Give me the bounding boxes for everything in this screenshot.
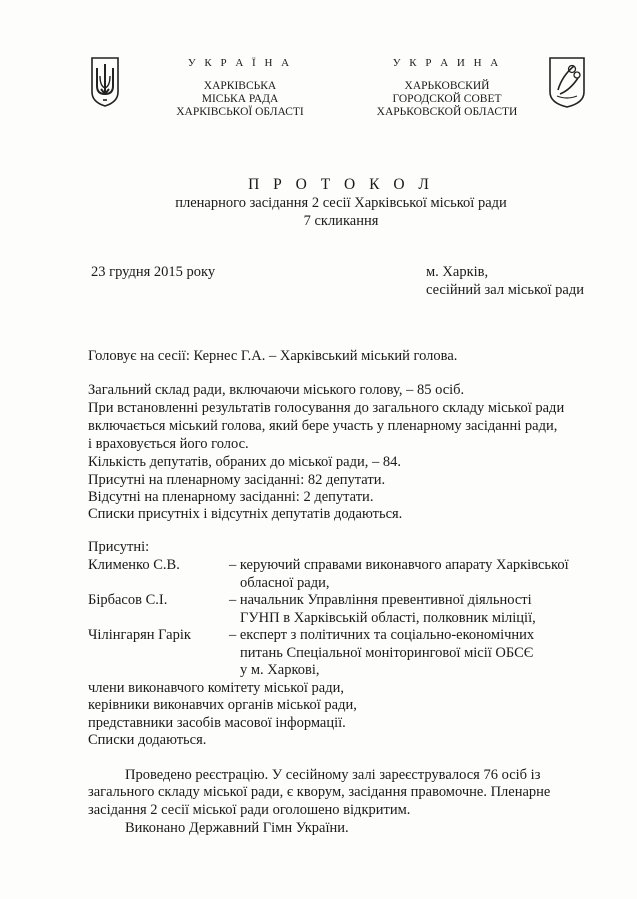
header-right-line: ХАРЬКОВСКОЙ ОБЛАСТИ <box>376 106 518 118</box>
others-line: Списки додаються. <box>88 732 207 748</box>
attendee-desc: питань Спеціальної моніторингової місії ОБСЄ <box>240 645 534 661</box>
composition-line: Списки присутніх і відсутніх депутатів додаються. <box>88 506 403 522</box>
attendee-desc: обласної ради, <box>240 575 330 591</box>
header-right-line: ГОРОДСКОЙ СОВЕТ <box>392 93 502 105</box>
kharkiv-city-coat-of-arms-icon <box>548 56 586 108</box>
trident-coat-of-arms-icon <box>90 56 120 108</box>
header-left <box>165 57 315 119</box>
attendee-desc: ГУНП в Харківській області, полковник міліції, <box>240 610 536 626</box>
attendee-name: Бірбасов С.І. <box>88 592 168 608</box>
registration-line: загального складу міської ради, є кворум, засідання правомочне. Пленарне <box>88 784 551 800</box>
composition-line: Загальний склад ради, включаючи міського голову, – 85 осіб. <box>88 382 465 398</box>
header-right-line: ХАРЬКОВСКИЙ <box>404 80 490 92</box>
composition-line: включається міський голова, який бере участь у пленарному засіданні ради, <box>88 418 558 434</box>
others-line: представники засобів масової інформації. <box>88 715 346 731</box>
others-line: члени виконавчого комітету міської ради, <box>88 680 344 696</box>
attendee-desc: у м. Харкові, <box>240 662 320 678</box>
composition-line: Присутні на пленарному засіданні: 82 депутати. <box>88 472 386 488</box>
composition-line: При встановленні результатів голосування до загального складу міської ради <box>88 400 565 416</box>
header-right <box>362 57 532 119</box>
anthem-line: Виконано Державний Гімн України. <box>125 820 349 836</box>
document-subtitle: пленарного засідання 2 сесії Харківської міської ради <box>175 195 507 211</box>
attendee-name: Клименко С.В. <box>88 557 180 573</box>
attendee-desc: – керуючий справами виконавчого апарату Харківської <box>229 557 569 573</box>
country-ua: У К Р А Ї Н А <box>187 57 293 69</box>
document-title: П Р О Т О К О Л <box>248 176 434 193</box>
chair-line: Головує на сесії: Кернес Г.А. – Харківський міський голова. <box>88 348 458 364</box>
meeting-hall: сесійний зал міської ради <box>426 282 584 298</box>
header-left-line: ХАРКІВСЬКОЇ ОБЛАСТІ <box>176 106 304 118</box>
convocation: 7 скликання <box>303 213 379 229</box>
registration-line: Проведено реєстрацію. У сесійному залі зареєструвалося 76 осіб із <box>125 767 541 783</box>
composition-line: і враховується його голос. <box>88 436 249 452</box>
composition-line: Відсутні на пленарному засіданні: 2 депутати. <box>88 489 374 505</box>
attendee-name: Чілінгарян Гарік <box>88 627 191 643</box>
meeting-date: 23 грудня 2015 року <box>91 264 216 280</box>
header-left-line: МІСЬКА РАДА <box>201 93 279 105</box>
registration-line: засідання 2 сесії міської ради оголошено відкритим. <box>88 802 411 818</box>
header-left-line: ХАРКІВСЬКА <box>203 80 277 92</box>
attendee-desc: – експерт з політичних та соціально-економічних <box>229 627 535 643</box>
country-ru: У К Р А И Н А <box>392 57 502 69</box>
others-line: керівники виконавчих органів міської ради, <box>88 697 357 713</box>
present-label: Присутні: <box>88 539 150 555</box>
meeting-city: м. Харків, <box>426 264 489 280</box>
composition-line: Кількість депутатів, обраних до міської ради, – 84. <box>88 454 401 470</box>
attendee-desc: – начальник Управління превентивної діяльності <box>229 592 532 608</box>
